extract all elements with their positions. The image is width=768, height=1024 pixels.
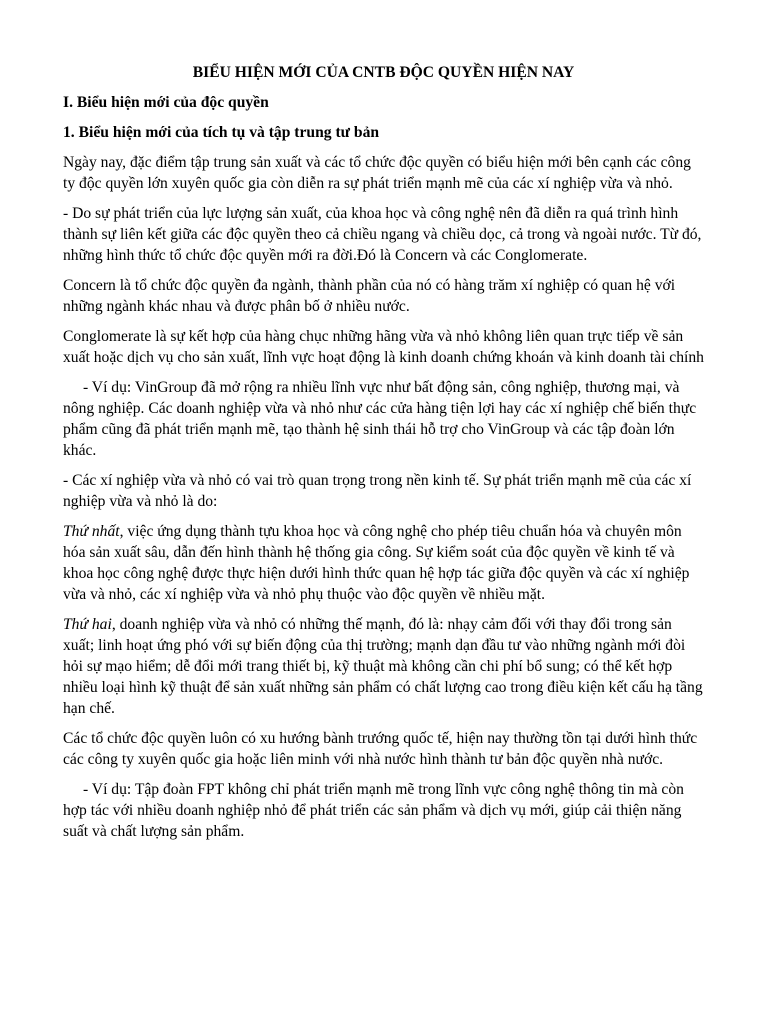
paragraph-first-reason-body: , việc ứng dụng thành tựu khoa học và công nghệ cho phép tiêu chuẩn hóa và chuyên môn hóa sản xuất sâu, dẫn đến hình thành hệ thống gia công. Sự kiểm soát của độc quyền về kinh tế và khoa học công nghệ được thực hiện dưới hình thức quan hệ hợp tác giữa độc quyền và các xí nghiệp vừa và nhỏ, các xí nghiệp vừa và nhỏ phụ thuộc vào độc quyền về nhiều mặt.: [63, 523, 690, 603]
paragraph-4: Conglomerate là sự kết hợp của hàng chục những hãng vừa và nhỏ không liên quan trực tiếp về sản xuất hoặc dịch vụ cho sản xuất, lĩnh vực hoạt động là kinh doanh chứng khoán và kinh doanh tài chính: [63, 328, 704, 366]
paragraph-9: Các tổ chức độc quyền luôn có xu hướng bành trướng quốc tế, hiện nay thường tồn tại dưới hình thức các công ty xuyên quốc gia hoặc liên minh với nhà nước hình thành tư bản độc quyền nhà nước.: [63, 730, 698, 768]
section-heading-1: I. Biểu hiện mới của độc quyền: [63, 94, 269, 111]
paragraph-example-fpt: - Ví dụ: Tập đoàn FPT không chỉ phát triển mạnh mẽ trong lĩnh vực công nghệ thông tin mà còn hợp tác với nhiều doanh nghiệp nhỏ để phát triển các sản phẩm và dịch vụ mới, giúp cải thiện năng suất và chất lượng sản phẩm.: [63, 781, 684, 840]
section-heading-2: 1. Biểu hiện mới của tích tụ và tập trung tư bản: [63, 124, 380, 141]
paragraph-first-reason: [63, 521, 704, 605]
paragraph-second-reason-lead: Thứ hai: [63, 616, 112, 633]
paragraph-1: Ngày nay, đặc điểm tập trung sản xuất và các tổ chức độc quyền có biểu hiện mới bên cạnh các công ty độc quyền lớn xuyên quốc gia còn diễn ra sự phát triển mạnh mẽ của các xí nghiệp vừa và nhỏ.: [63, 154, 691, 192]
paragraph-example-vingroup: - Ví dụ: VinGroup đã mở rộng ra nhiều lĩnh vực như bất động sản, công nghiệp, thương mại, và nông nghiệp. Các doanh nghiệp vừa và nhỏ như các cửa hàng tiện lợi hay các xí nghiệp chế biến thực phẩm cũng đã phát triển mạnh mẽ, tạo thành hệ sinh thái hỗ trợ cho VinGroup và các tập đoàn lớn khác.: [63, 379, 697, 459]
paragraph-second-reason: [63, 614, 704, 719]
paragraph-3: Concern là tổ chức độc quyền đa ngành, thành phần của nó có hàng trăm xí nghiệp có quan hệ với những ngành khác nhau và được phân bố ở nhiều nước.: [63, 277, 676, 315]
paragraph-first-reason-lead: Thứ nhất: [63, 523, 120, 540]
document-title: BIỂU HIỆN MỚI CỦA CNTB ĐỘC QUYỀN HIỆN NAY: [192, 64, 575, 81]
paragraph-6: - Các xí nghiệp vừa và nhỏ có vai trò quan trọng trong nền kinh tế. Sự phát triển mạnh mẽ của các xí nghiệp vừa và nhỏ là do:: [63, 472, 692, 510]
paragraph-2: - Do sự phát triển của lực lượng sản xuất, của khoa học và công nghệ nên đã diễn ra quá trình hình thành sự liên kết giữa các độc quyền theo cả chiều ngang và chiều dọc, cả trong và ngoài nước. Từ đó, những hình thức tổ chức độc quyền mới ra đời.Đó là Concern và các Conglomerate.: [63, 205, 702, 264]
paragraph-second-reason-body: , doanh nghiệp vừa và nhỏ có những thế mạnh, đó là: nhạy cảm đối với thay đổi trong sản xuất; linh hoạt ứng phó với sự biến động của thị trường; mạnh dạn đầu tư vào những ngành mới đòi hỏi sự mạo hiểm; dễ đổi mới trang thiết bị, kỹ thuật mà không cần chi phí bổ sung; có thể kết hợp nhiều loại hình kỹ thuật để sản xuất những sản phẩm có chất lượng cao trong điều kiện kết cấu hạ tầng hạn chế.: [63, 616, 703, 717]
